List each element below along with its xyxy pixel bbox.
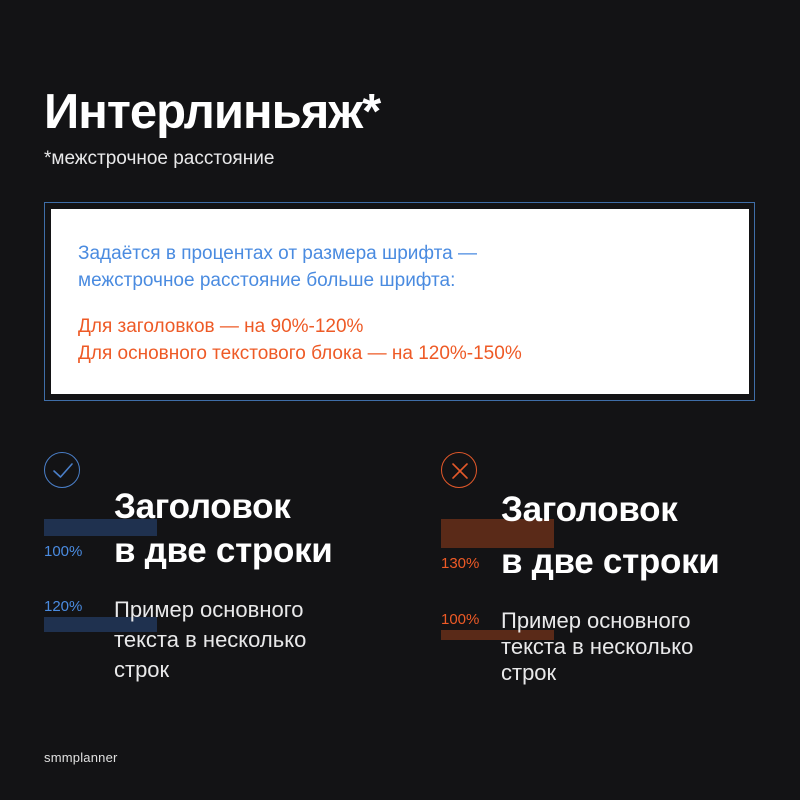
bad-body-line-1: Пример основного (501, 608, 691, 633)
page-subtitle: *межстрочное расстояние (44, 148, 275, 169)
card-line-2: межстрочное расстояние больше шрифта: (78, 270, 456, 291)
good-body-line-1: Пример основного (114, 597, 304, 622)
good-heading-line-2: в две строки (114, 531, 333, 570)
info-card (51, 209, 749, 394)
bad-heading-line-2: в две строки (501, 542, 720, 581)
bad-heading-line-1: Заголовок (501, 490, 678, 529)
body-leading-percent: 100% (441, 611, 480, 628)
heading-leading-percent: 100% (44, 543, 83, 560)
card-line-4: Для основного текстового блока — на 120%-150% (78, 343, 522, 364)
check-icon (44, 452, 80, 488)
page-title: Интерлиньяж* (44, 85, 381, 139)
good-body-line-2: текста в несколько (114, 627, 307, 652)
heading-leading-percent: 130% (441, 555, 480, 572)
bad-body-line-3: строк (501, 660, 557, 685)
good-heading-line-1: Заголовок (114, 487, 291, 526)
good-body-line-3: строк (114, 657, 170, 682)
body-leading-percent: 120% (44, 598, 83, 615)
brand-logo: smmplanner (44, 750, 118, 765)
card-line-3: Для заголовков — на 90%-120% (78, 316, 364, 337)
bad-body-line-2: текста в несколько (501, 634, 694, 659)
card-line-1: Задаётся в процентах от размера шрифта — (78, 243, 477, 264)
cross-icon (441, 452, 477, 488)
